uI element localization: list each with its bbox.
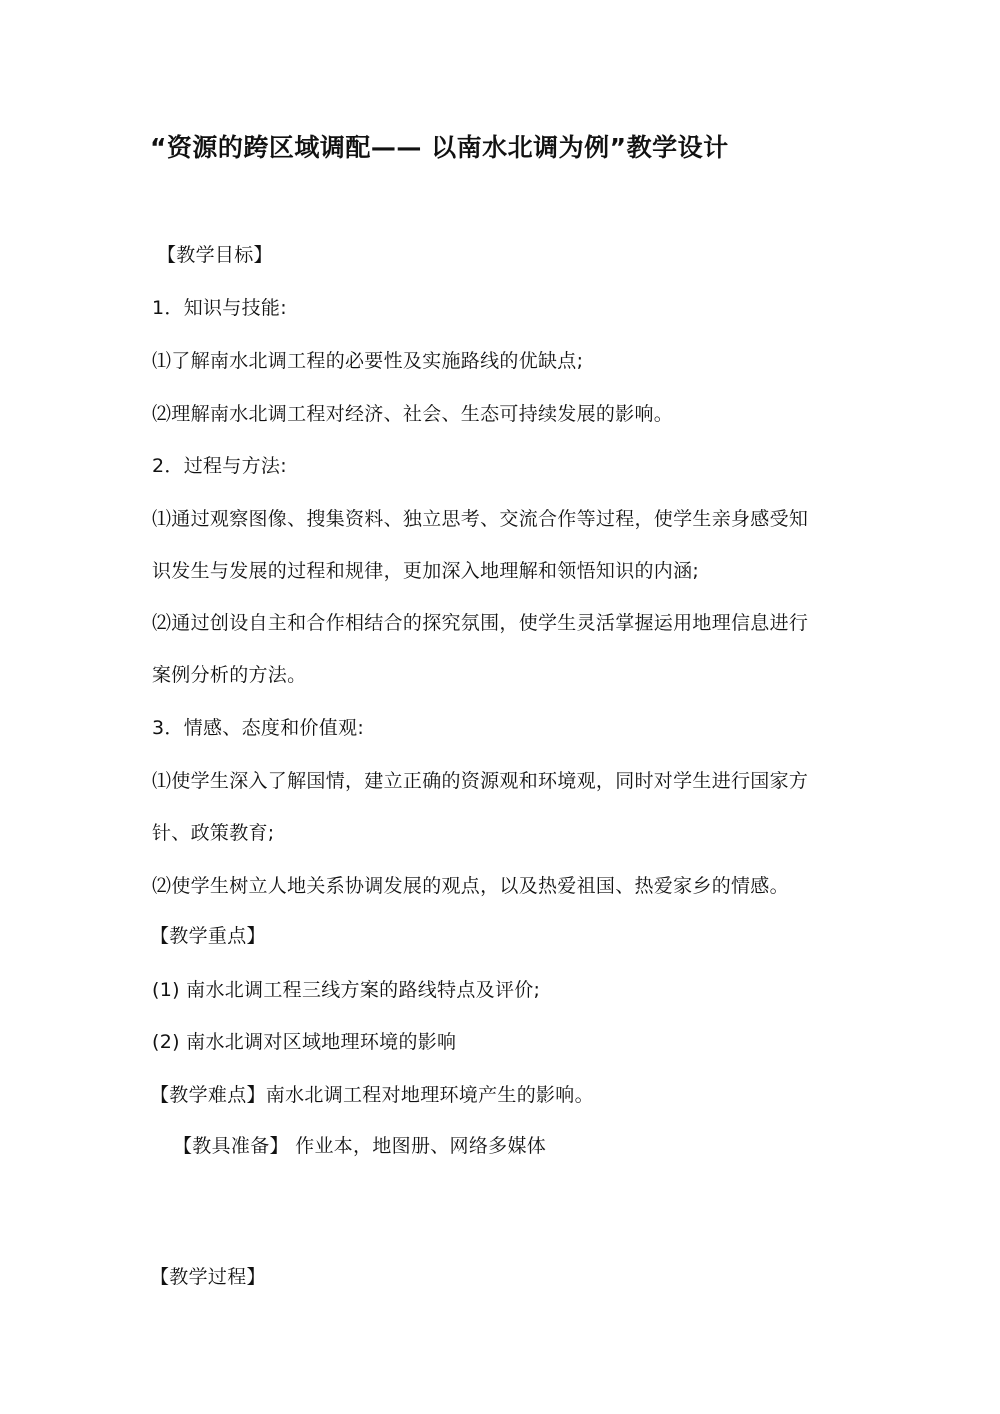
goal2-item: ⑴通过观察图像、搜集资料、独立思考、交流合作等过程，使学生亲身感受知: [152, 508, 809, 530]
goal3-item: 针、政策教育;: [152, 822, 275, 844]
difficulty-line: 【教学难点】南水北调工程对地理环境产生的影响。: [150, 1084, 594, 1106]
section-heading-process: 【教学过程】: [150, 1266, 266, 1288]
section-heading-goals: 【教学目标】: [157, 244, 273, 266]
goal1-heading: 1．知识与技能:: [152, 297, 287, 319]
goal1-item: ⑴了解南水北调工程的必要性及实施路线的优缺点;: [152, 350, 584, 372]
goal1-item: ⑵理解南水北调工程对经济、社会、生态可持续发展的影响。: [152, 403, 674, 425]
goal3-item: ⑴使学生深入了解国情，建立正确的资源观和环境观，同时对学生进行国家方: [152, 770, 809, 792]
goal2-item: 案例分析的方法。: [152, 664, 307, 686]
goal2-item: ⑵通过创设自主和合作相结合的探究氛围，使学生灵活掌握运用地理信息进行: [152, 612, 809, 634]
key-point-item: (1) 南水北调工程三线方案的路线特点及评价;: [152, 979, 541, 1001]
goal2-heading: 2．过程与方法:: [152, 455, 287, 477]
goal3-item: ⑵使学生树立人地关系协调发展的观点，以及热爱祖国、热爱家乡的情感。: [152, 875, 789, 897]
materials-line: 【教具准备】 作业本，地图册、网络多媒体: [173, 1135, 547, 1157]
goal2-item: 识发生与发展的过程和规律，更加深入地理解和领悟知识的内涵;: [152, 560, 700, 582]
key-point-item: (2) 南水北调对区域地理环境的影响: [152, 1031, 457, 1053]
goal3-heading: 3．情感、态度和价值观:: [152, 717, 365, 739]
document-title: “资源的跨区域调配—— 以南水北调为例”教学设计: [150, 133, 729, 162]
section-heading-key-points: 【教学重点】: [150, 925, 266, 947]
